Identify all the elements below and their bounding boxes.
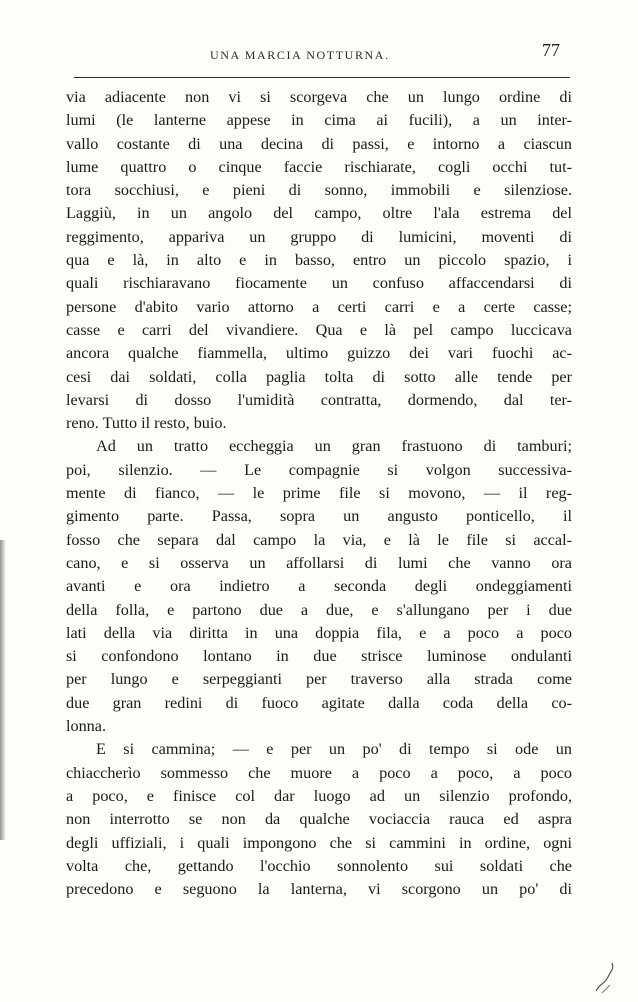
text-line: precedono e seguono la lanterna, vi scorgono un po' di (66, 880, 572, 899)
text-line: quali rischiaravano fiocamente un confuso affaccendarsi di (66, 274, 572, 293)
text-line: fosso che separa dal campo la via, e là le file si accal- (66, 530, 572, 549)
text-line: ancora qualche fiammella, ultimo guizzo dei vari fuochi ac- (66, 344, 572, 363)
page-number: 77 (542, 40, 560, 60)
text-line: reggimento, appariva un gruppo di lumicini, moventi di (66, 227, 572, 246)
text-line: persone d'abito vario attorno a certi carri e a certe casse; (66, 297, 572, 316)
text-line: vallo costante di una decina di passi, e intorno a ciascun (66, 134, 572, 153)
text-line: cesi dai soldati, colla paglia tolta di sotto alle tende per (66, 367, 572, 386)
text-line: volta che, gettando l'occhio sonnolento sui soldati che (66, 856, 572, 875)
text-line: per lungo e serpeggianti per traverso alla strada come (66, 670, 572, 689)
running-title: UNA MARCIA NOTTURNA. (210, 48, 390, 62)
page-header (70, 40, 570, 66)
text-line: lumi (le lanterne appese in cima ai fucili), a un inter- (66, 111, 572, 130)
text-line: lume quattro o cinque faccie rischiarate, cogli occhi tut- (66, 157, 572, 176)
text-line: non interrotto se non da qualche vociaccia rauca ed aspra (66, 810, 572, 829)
text-line: casse e carri del vivandiere. Qua e là pel campo luccicava (66, 320, 572, 339)
text-line: E si cammina; — e per un po' di tempo si ode un (96, 740, 572, 759)
text-line: a poco, e finisce col dar luogo ad un silenzio profondo, (66, 786, 572, 805)
text-line: si confondono lontano in due strisce luminose ondulanti (66, 647, 572, 666)
text-line: della folla, e partono due a due, e s'allungano per i due (66, 600, 572, 619)
text-line: tora socchiusi, e pieni di sonno, immobili e silenziose. (66, 181, 572, 200)
text-line: gimento parte. Passa, sopra un angusto ponticello, il (66, 507, 572, 526)
text-line: levarsi di dosso l'umidità contratta, dormendo, dal ter- (66, 390, 572, 409)
text-line: cano, e si osserva un affollarsi di lumi che vanno ora (66, 553, 572, 572)
text-line: degli uffiziali, i quali impongono che si cammini in ordine, ogni (66, 833, 572, 852)
text-line: Ad un tratto eccheggia un gran frastuono di tamburi; (96, 437, 572, 456)
corner-scribble-mark (590, 955, 620, 995)
body-text (66, 86, 572, 901)
text-line: lonna. (66, 717, 107, 736)
text-line: poi, silenzio. — Le compagnie si volgon successiva- (66, 460, 572, 479)
text-line: lati della via diritta in una doppia fila, e a poco a poco (66, 623, 572, 642)
text-line: Laggiù, in un angolo del campo, oltre l'ala estrema del (66, 204, 572, 223)
text-line: reno. Tutto il resto, buio. (66, 414, 227, 433)
text-line: chiaccherìo sommesso che muore a poco a poco, a poco (66, 763, 572, 782)
text-line: via adiacente non vi si scorgeva che un lungo ordine di (66, 88, 572, 106)
text-line: qua e là, in alto e in basso, entro un piccolo spazio, i (66, 251, 572, 270)
page-edge-shadow (0, 540, 6, 840)
text-line: due gran redini di fuoco agitate dalla coda della co- (66, 693, 572, 712)
text-line: avanti e ora indietro a seconda degli ondeggiamenti (66, 577, 572, 596)
header-rule (74, 77, 570, 78)
text-line: mente di fianco, — le prime file si movono, — il reg- (66, 484, 572, 503)
